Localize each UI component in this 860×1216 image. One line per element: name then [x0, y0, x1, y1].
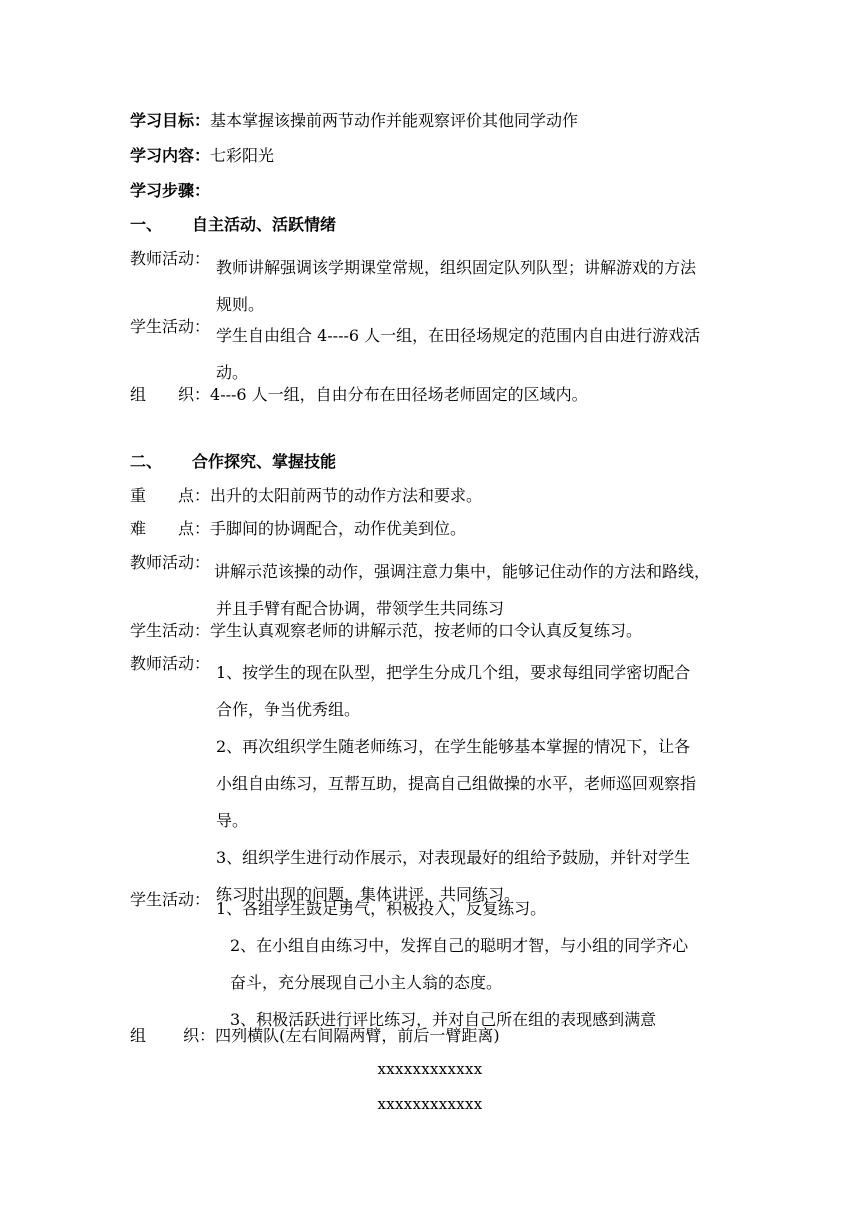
section2-key-text: 出升的太阳前两节的动作方法和要求。	[210, 486, 483, 505]
section1-org-label: 组 织：	[130, 385, 211, 404]
steps-label: 学习步骤：	[130, 181, 211, 200]
section2-difficulty	[130, 519, 732, 539]
section1-teacher-activity	[130, 249, 732, 323]
section1-student-label: 学生活动：	[130, 317, 211, 336]
section2-teacher2-label: 教师活动：	[130, 654, 211, 673]
section2-teacher1-line2: 并且手臂有配合协调，带领学生共同练习	[216, 599, 505, 618]
teacher2-item-line: 练习时出现的问题，集体讲评，共同练习。	[216, 885, 521, 904]
section2-org-text: 四列横队(左右间隔两臂，前后一臂距离)	[215, 1026, 500, 1045]
section2-student1-label: 学生活动：	[130, 621, 211, 640]
section1-teacher-line2: 规则。	[216, 295, 265, 314]
section2-diff-label: 难 点：	[130, 519, 211, 538]
section2-org-label: 组 织：	[130, 1026, 216, 1045]
teacher2-item-line: 小组自由练习，互帮互助，提高自己组做操的水平，老师巡回观察指	[216, 774, 697, 793]
section1-number: 一、	[130, 215, 163, 234]
teacher2-item-line: 2、再次组织学生随老师练习，在学生能够基本掌握的情况下，让各	[216, 737, 691, 756]
student2-item-line: 奋斗，充分展现自己小主人翁的态度。	[230, 973, 503, 992]
section2-heading	[130, 452, 732, 472]
teacher2-item-line: 3、组织学生进行动作展示，对表现最好的组给予鼓励，并针对学生	[216, 848, 691, 867]
section1-teacher-line1: 教师讲解强调该学期课堂常规，组织固定队列队型；讲解游戏的方法	[216, 258, 697, 277]
formation-row: xxxxxxxxxxxx	[377, 1095, 483, 1113]
section1-org-text: 4---6 人一组，自由分布在田径场老师固定的区域内。	[210, 385, 588, 404]
section2-teacher1-label: 教师活动：	[130, 553, 211, 572]
student2-item-line: 3、积极活跃进行评比练习，并对自己所在组的表现感到满意	[230, 1010, 657, 1029]
section2-student2-label: 学生活动：	[130, 890, 211, 909]
formation-row: xxxxxxxxxxxx	[377, 1060, 483, 1078]
section1-student-activity	[130, 317, 732, 391]
section1-student-line1: 学生自由组合 4----6 人一组，在田径场规定的范围内自由进行游戏活	[216, 326, 701, 345]
goal-line	[130, 111, 732, 131]
section2-teacher-activity-1	[130, 553, 732, 627]
section2-title: 合作探究、掌握技能	[192, 452, 337, 471]
content-text: 七彩阳光	[210, 146, 275, 165]
section2-diff-text: 手脚间的协调配合，动作优美到位。	[210, 519, 467, 538]
student2-item-line: 1、各组学生鼓足勇气，积极投入，反复练习。	[216, 899, 547, 918]
section1-organization	[130, 385, 732, 405]
teacher2-item-line: 导。	[216, 811, 249, 830]
section1-student-line2: 动。	[216, 363, 249, 382]
section2-teacher1-line1: 讲解示范该操的动作，强调注意力集中，能够记住动作的方法和路线，	[214, 562, 711, 581]
goal-label: 学习目标：	[130, 111, 211, 130]
section2-number: 二、	[130, 452, 163, 471]
student2-item-line: 2、在小组自由练习中，发挥自己的聪明才智，与小组的同学齐心	[230, 936, 689, 955]
goal-text: 基本掌握该操前两节动作并能观察评价其他同学动作	[210, 111, 579, 130]
section2-key-point	[130, 486, 732, 506]
section2-student-activity-1	[130, 621, 732, 641]
section2-student1-text: 学生认真观察老师的讲解示范，按老师的口令认真反复练习。	[210, 621, 643, 640]
section2-student-activity-2	[130, 890, 732, 1029]
section1-heading	[130, 215, 732, 235]
content-line	[130, 146, 732, 166]
teacher2-item-line: 合作，争当优秀组。	[216, 700, 361, 719]
section1-title: 自主活动、活跃情绪	[192, 215, 337, 234]
section2-key-label: 重 点：	[130, 486, 211, 505]
section2-organization	[130, 1026, 732, 1046]
teacher2-item-line: 1、按学生的现在队型，把学生分成几个组，要求每组同学密切配合	[216, 663, 691, 682]
section1-teacher-label: 教师活动：	[130, 249, 211, 268]
content-label: 学习内容：	[130, 146, 211, 165]
